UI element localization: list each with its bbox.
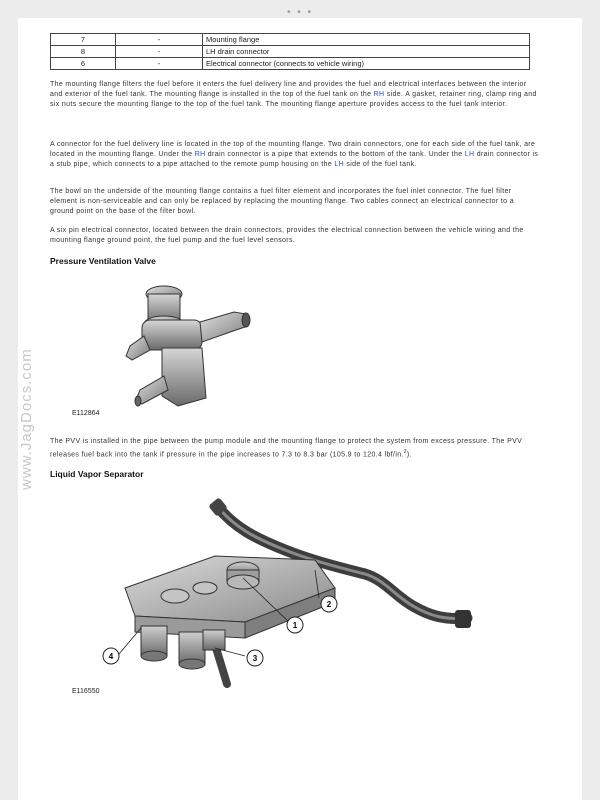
svg-text:2: 2 <box>326 600 332 609</box>
text-run: The PVV is installed in the pipe between the pump module and the mounting flange to protect the system from excess pressure. The PVV releases fuel back into the tank if pressure in the pipe increases to 7.3 to 8.3 bar (105.9 to 120.4 lbf/in. <box>50 438 523 459</box>
parts-table <box>50 33 530 70</box>
table-cell-description: LH drain connector <box>203 46 530 58</box>
table-cell-qty: - <box>116 46 203 58</box>
rh-link[interactable]: RH <box>194 151 206 158</box>
table-row <box>51 46 530 58</box>
paragraph-bowl: The bowl on the underside of the mounting flange contains a fuel filter element and incorporates the fuel inlet connector. The fuel filter element is non-serviceable and can only be replaced by replacing the mounting flange. Two cables connect an electrical connector to a ground point on the base of the filter bowl. <box>50 188 514 215</box>
section-heading-lvs: Liquid Vapor Separator <box>50 469 144 479</box>
table-cell-number: 7 <box>51 34 116 46</box>
table-cell-description: Electrical connector (connects to vehicle wiring) <box>203 58 530 70</box>
table-row <box>51 34 530 46</box>
table-cell-number: 6 <box>51 58 116 70</box>
watermark: www.JagDocs.com <box>18 348 35 490</box>
callout-4 <box>103 648 119 664</box>
table-cell-number: 8 <box>51 46 116 58</box>
window-handle-dots[interactable]: • • • <box>286 7 314 18</box>
table-cell-description: Mounting flange <box>203 34 530 46</box>
callout-3 <box>247 650 263 666</box>
text-run: side of the fuel tank. <box>344 161 417 168</box>
lh-link[interactable]: LH <box>464 151 475 158</box>
text-run: A connector for the fuel delivery line is located in the top of the mounting flange. Two drain connectors, one for each side of the fuel tank, are located in the mounting flange. Under the <box>50 141 536 158</box>
svg-text:1: 1 <box>292 621 298 630</box>
pvv-illustration <box>122 280 262 412</box>
paragraph-mounting-flange <box>50 80 540 110</box>
callout-1 <box>287 617 303 633</box>
text-run: side. A gasket, retainer ring, clamp ring and six nuts secure the mounting flange to the top of the fuel tank. The mounting flange aperture provides access to the fuel tank interior. <box>50 91 537 108</box>
lh-link[interactable]: LH <box>334 161 345 168</box>
text-run: drain connector is a pipe that extends to the bottom of the tank. Under the <box>205 151 465 158</box>
paragraph-pvv <box>50 437 540 460</box>
paragraph-connectors <box>50 140 540 170</box>
figure-code-lvs: E116550 <box>72 688 100 695</box>
lvs-illustration <box>95 498 485 688</box>
table-cell-qty: - <box>116 34 203 46</box>
table-row <box>51 58 530 70</box>
figure-code-pvv: E112864 <box>72 410 100 417</box>
text-run: drain connector is a stub pipe, which connects to a pipe attached to the remote pump housing on the <box>50 151 539 168</box>
superscript: 2 <box>403 449 407 455</box>
text-run: The mounting flange filters the fuel before it enters the fuel delivery line and provides the fuel and electrical interfaces between the interior and exterior of the fuel tank. The mounting flange is installed in the top of the fuel tank on the <box>50 81 527 98</box>
rh-link[interactable]: RH <box>373 91 385 98</box>
paragraph-electrical-connector: A six pin electrical connector, located between the drain connectors, provides the electrical connection between the vehicle wiring and the mounting flange ground point, the fuel pump and the fuel level sensors. <box>50 227 524 244</box>
svg-text:4: 4 <box>108 652 114 661</box>
section-heading-pvv: Pressure Ventilation Valve <box>50 256 156 266</box>
svg-text:3: 3 <box>252 654 258 663</box>
callout-2 <box>321 596 337 612</box>
table-cell-qty: - <box>116 58 203 70</box>
text-run: ). <box>406 451 412 459</box>
